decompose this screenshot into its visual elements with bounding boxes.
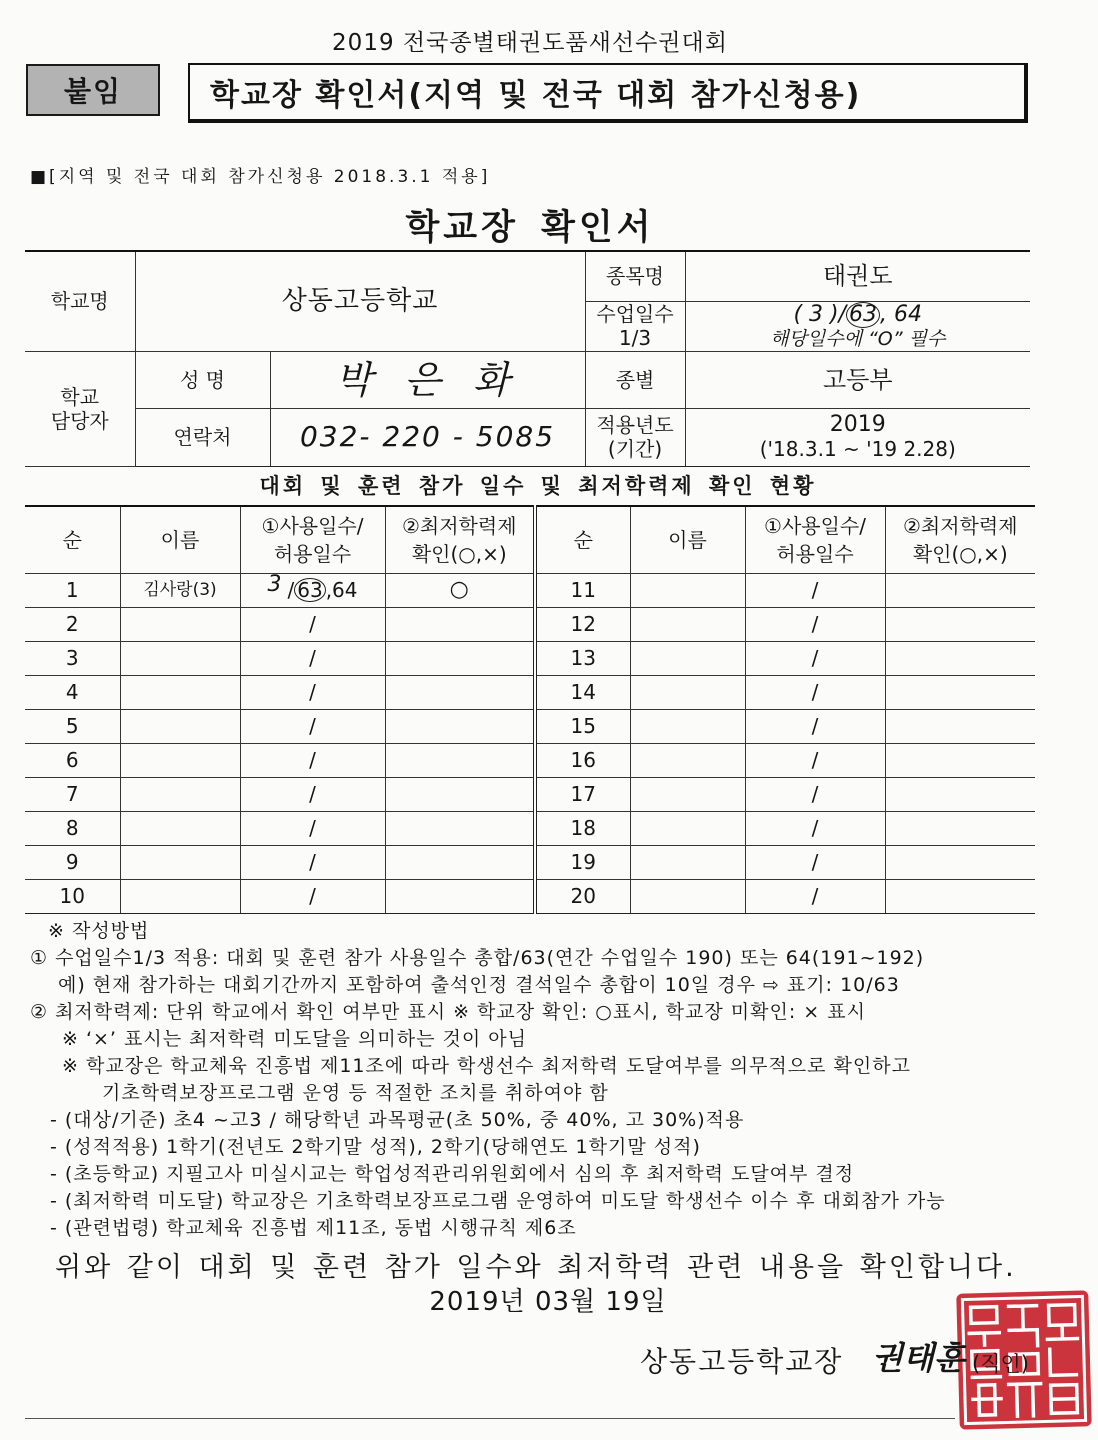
class-days-alt: , 64	[880, 302, 923, 327]
table-row	[25, 777, 1035, 811]
attachment-label: 붙임	[26, 64, 160, 116]
days-allowed-alt: ,64	[325, 578, 358, 602]
class-days-used: ( 3 )/	[793, 302, 847, 327]
header-days-line1: ①사용일수/	[261, 513, 364, 538]
student-name	[120, 743, 240, 777]
days-used-allowed: /	[240, 641, 385, 675]
days-used-allowed: /	[240, 709, 385, 743]
days-allowed-circled: 63	[294, 578, 325, 602]
min-academic-check	[885, 709, 1035, 743]
days-used-allowed: /	[745, 845, 885, 879]
header-no: 순	[25, 506, 120, 573]
row-number: 16	[535, 743, 630, 777]
student-name	[630, 811, 745, 845]
student-name	[120, 607, 240, 641]
row-number: 18	[535, 811, 630, 845]
student-name	[120, 641, 240, 675]
days-used-allowed: /	[745, 573, 885, 607]
class-days-note: 해당일수에 “O” 필수	[770, 328, 946, 350]
bottom-rule	[25, 1418, 955, 1419]
student-name	[630, 777, 745, 811]
student-name	[630, 743, 745, 777]
form-title-box	[188, 63, 1028, 123]
instruction-item-2: ② 최저학력제: 단위 학교에서 확인 여부만 표시 ※ 학교장 확인: ○표시, 학교장 미확인: × 표시	[30, 1001, 866, 1023]
phone-label: 연락처	[135, 408, 270, 466]
year-label	[585, 408, 685, 466]
header-min-academic	[885, 506, 1035, 573]
min-academic-check	[385, 879, 535, 913]
days-used-allowed: /	[240, 777, 385, 811]
student-name	[630, 641, 745, 675]
table-row	[25, 607, 1035, 641]
days-used: 3	[267, 572, 282, 597]
year-value	[685, 408, 1030, 466]
row-number: 20	[535, 879, 630, 913]
class-days-label-line1: 수업일수	[596, 302, 674, 326]
info-row	[25, 408, 1030, 466]
school-name: 상동고등학교	[135, 251, 585, 351]
instruction-item-2-note-2: ※ 학교장은 학교체육 진흥법 제11조에 따라 학생선수 최저학력 도달여부를 의무적으로 확인하고	[62, 1055, 911, 1077]
person-name: 박 은 화	[270, 351, 585, 408]
student-name	[120, 675, 240, 709]
issue-date: 2019년 03월 19일	[429, 1287, 667, 1317]
table-row	[25, 879, 1035, 913]
person-name-label: 성 명	[135, 351, 270, 408]
table-row	[25, 811, 1035, 845]
instructions	[30, 918, 946, 1242]
row-number: 15	[535, 709, 630, 743]
info-row	[25, 351, 1030, 408]
days-used-allowed: /	[240, 811, 385, 845]
header-name: 이름	[630, 506, 745, 573]
min-academic-check	[885, 811, 1035, 845]
row-number: 1	[25, 573, 120, 607]
min-academic-check	[385, 641, 535, 675]
row-number: 12	[535, 607, 630, 641]
year-label-line2: (기간)	[607, 437, 663, 461]
table-row	[25, 709, 1035, 743]
status-table	[25, 505, 1035, 914]
min-academic-check	[885, 573, 1035, 607]
min-academic-check	[885, 675, 1035, 709]
student-name	[120, 845, 240, 879]
header-days	[745, 506, 885, 573]
header-no: 순	[535, 506, 630, 573]
event-title: 2019 전국종별태권도품새선수권대회	[332, 30, 728, 56]
row-number: 14	[535, 675, 630, 709]
min-academic-check	[385, 777, 535, 811]
min-academic-check	[885, 845, 1035, 879]
seal-note: (직인)	[972, 1352, 1029, 1376]
manager-label-line1: 학교	[60, 384, 100, 409]
row-number: 9	[25, 845, 120, 879]
division-value: 고등부	[685, 351, 1030, 408]
student-name	[120, 709, 240, 743]
instruction-dash-item: - (대상/기준) 초4 ~고3 / 해당학년 과목평균(초 50%, 중 40%, 고 30%)적용	[50, 1109, 745, 1131]
student-name	[120, 811, 240, 845]
student-name	[630, 607, 745, 641]
school-name-label: 학교명	[25, 251, 135, 351]
min-academic-check	[385, 845, 535, 879]
status-title: 대회 및 훈련 참가 일수 및 최저학력제 확인 현황	[259, 474, 817, 498]
table-header-row	[25, 506, 1035, 573]
form-subtitle: ■[지역 및 전국 대회 참가신청용 2018.3.1 적용]	[30, 167, 491, 187]
days-used-allowed: /	[240, 879, 385, 913]
row-number: 7	[25, 777, 120, 811]
days-used-allowed: /	[745, 743, 885, 777]
min-academic-check	[885, 777, 1035, 811]
row-number: 6	[25, 743, 120, 777]
student-name	[630, 879, 745, 913]
row-number: 10	[25, 879, 120, 913]
signer-title: 상동고등학교장	[640, 1345, 844, 1378]
student-name	[630, 573, 745, 607]
row-number: 17	[535, 777, 630, 811]
row-number: 4	[25, 675, 120, 709]
instruction-dash-item: - (최저학력 미도달) 학교장은 기초학력보장프로그램 운영하여 미도달 학생선수 이수 후 대회참가 가능	[50, 1190, 946, 1212]
days-used-allowed: /	[745, 811, 885, 845]
row-number: 13	[535, 641, 630, 675]
row-number: 19	[535, 845, 630, 879]
instruction-item-2-note-2-cont: 기초학력보장프로그램 운영 등 적절한 조치를 취하여야 함	[102, 1082, 609, 1104]
class-days-label	[585, 301, 685, 351]
class-days-label-line2: 1/3	[618, 326, 652, 350]
principal-signature: 권태훈	[872, 1339, 965, 1377]
min-academic-check	[885, 607, 1035, 641]
min-academic-check	[385, 709, 535, 743]
division-label: 종별	[585, 351, 685, 408]
days-used-allowed: /	[745, 675, 885, 709]
instructions-heading: ※ 작성방법	[48, 920, 150, 942]
instruction-dash-item: - (성적적용) 1학기(전년도 2학기말 성적), 2학기(당해연도 1학기말 성적)	[50, 1136, 701, 1158]
min-academic-check	[885, 879, 1035, 913]
class-days-circled: 63	[846, 302, 880, 328]
min-academic-check	[885, 743, 1035, 777]
header-min-academic-line2: 확인(○,×)	[912, 541, 1008, 566]
table-row	[25, 641, 1035, 675]
days-used-allowed: /	[745, 777, 885, 811]
table-row	[25, 675, 1035, 709]
instruction-dash-item: - (관련법령) 학교체육 진흥법 제11조, 동법 시행규칙 제6조	[50, 1217, 577, 1239]
document-title: 학교장 확인서	[405, 208, 655, 248]
row-number: 11	[535, 573, 630, 607]
student-name: 김사랑(3)	[120, 573, 240, 607]
instruction-item-1: ① 수업일수1/3 적용: 대회 및 훈련 참가 사용일수 총합/63(연간 수업일수 190) 또는 64(191~192)	[30, 947, 925, 969]
header-days	[240, 506, 385, 573]
student-name	[630, 845, 745, 879]
days-used-allowed: /	[240, 845, 385, 879]
table-row	[25, 573, 1035, 607]
row-number: 8	[25, 811, 120, 845]
days-used-allowed: /	[745, 879, 885, 913]
year: 2019	[829, 412, 886, 437]
min-academic-check	[385, 811, 535, 845]
instruction-item-1-example: 예) 현재 참가하는 대회기간까지 포함하여 출석인정 결석일수 총합이 10일 경우 ⇨ 표기: 10/63	[58, 974, 900, 996]
sport-value: 태권도	[685, 251, 1030, 301]
row-number: 2	[25, 607, 120, 641]
min-academic-check	[385, 675, 535, 709]
sport-label: 종목명	[585, 251, 685, 301]
header-days-line2: 허용일수	[776, 541, 854, 566]
year-label-line1: 적용년도	[596, 413, 674, 437]
instruction-item-2-note-1: ※ ‘×’ 표시는 최저학력 미도달을 의미하는 것이 아님	[62, 1028, 527, 1050]
phone-value: 032- 220 - 5085	[270, 408, 585, 466]
header-min-academic-line1: ②최저학력제	[401, 513, 517, 538]
student-name	[630, 675, 745, 709]
manager-label	[25, 351, 135, 466]
table-row	[25, 845, 1035, 879]
row-number: 5	[25, 709, 120, 743]
days-used-allowed: /	[240, 743, 385, 777]
header-min-academic-line1: ②최저학력제	[902, 513, 1018, 538]
min-academic-check	[885, 641, 1035, 675]
header-min-academic-line2: 확인(○,×)	[411, 541, 507, 566]
header-days-line2: 허용일수	[273, 541, 352, 566]
class-days-value	[685, 301, 1030, 351]
table-row	[25, 743, 1035, 777]
days-used-allowed: /	[240, 675, 385, 709]
min-academic-check: ○	[385, 573, 535, 607]
header-days-line1: ①사용일수/	[764, 513, 866, 538]
days-used-allowed	[240, 573, 385, 607]
header-name: 이름	[120, 506, 240, 573]
student-name	[120, 777, 240, 811]
info-row	[25, 251, 1030, 301]
confirmation-statement: 위와 같이 대회 및 훈련 참가 일수와 최저학력 관련 내용을 확인합니다.	[55, 1252, 1017, 1283]
min-academic-check	[385, 607, 535, 641]
class-days-ratio	[686, 302, 1031, 328]
days-separator: /	[287, 578, 295, 602]
student-name	[630, 709, 745, 743]
instruction-dash-item: - (초등학교) 지필고사 미실시교는 학업성적관리위원회에서 심의 후 최저학력 도달여부 결정	[50, 1163, 855, 1185]
days-used-allowed: /	[745, 641, 885, 675]
min-academic-check	[385, 743, 535, 777]
period: ('18.3.1 ~ '19 2.28)	[759, 437, 956, 461]
form-title: 학교장 확인서(지역 및 전국 대회 참가신청용)	[210, 78, 862, 113]
header-min-academic	[385, 506, 535, 573]
school-info-table	[25, 250, 1030, 467]
days-used-allowed: /	[745, 607, 885, 641]
student-name	[120, 879, 240, 913]
days-used-allowed: /	[240, 607, 385, 641]
days-used-allowed: /	[745, 709, 885, 743]
manager-label-line2: 담당자	[50, 408, 109, 433]
row-number: 3	[25, 641, 120, 675]
